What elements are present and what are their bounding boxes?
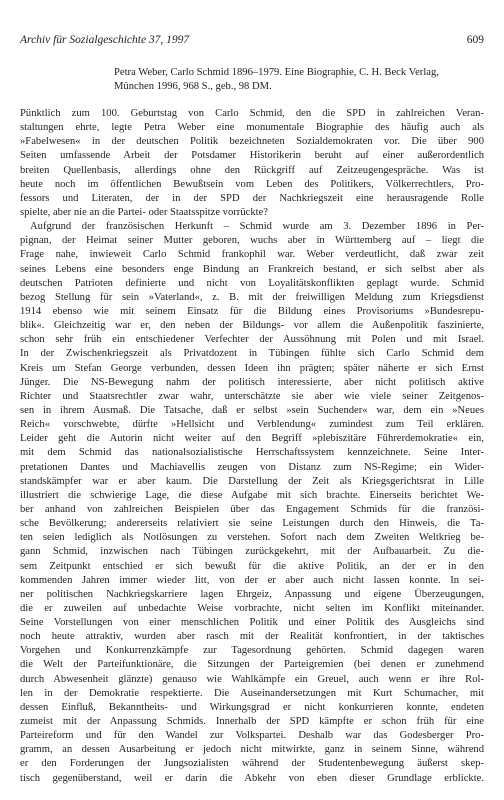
- body-line: noch heute attraktiv, wurden aber rasch mit der Realität konfrontiert, in der taktisches: [20, 631, 484, 643]
- body-line: er den Forderungen der Jungsozialisten während der Studentenbewegung äußerst skep-: [20, 758, 484, 770]
- body-line: schon sehr früh ein entschiedener Verfechter der Aussöhnung mit Polen und mit Israel.: [20, 334, 484, 346]
- body-line: spielte, aber nie an die Partei- oder Staatsspitze vorrückte?: [20, 206, 268, 218]
- body-line: kommenden Jahren immer wieder litt, von der er aber auch nicht lassen konnte. In sei-: [20, 574, 484, 586]
- body-line: blik«. Gleichzeitig war er, den neben der Bildungs- vor allem die Außenpolitik faszinierte,: [20, 320, 484, 332]
- body-line: Seine Vorstellungen von einer menschlichen Politik und einer Politik des Ausgleichs sind: [20, 617, 484, 629]
- body-line: deutschen Patrioten definierte und nicht von Loyalitätskonflikten geplagt wurde. Schmid: [20, 277, 484, 289]
- body-line: tisch gegenüberstand, weil er darin die Abkehr von eben dieser Grundlage erblickte.: [20, 772, 484, 784]
- body-line: Seiten umfassende Arbeit der Potsdamer Historikerin beruht auf einer außerordentlich: [20, 150, 484, 162]
- body-line: Aufgrund der französischen Herkunft – Schmid wurde am 3. Dezember 1896 in Per-: [30, 221, 484, 233]
- citation-line: München 1996, 968 S., geb., 98 DM.: [114, 81, 272, 93]
- body-line: zumeist mit der Anpassung Schmids. Innerhalb der SPD kämpfte er schon früh für eine: [20, 716, 484, 728]
- body-line: Frage nahe, inwieweit Carlo Schmid frankophil war. Weber verdeutlicht, daß zwar zeit: [20, 249, 484, 261]
- body-line: In der Zwischenkriegszeit als Privatdozent in Tübingen fühlte sich Carlo Schmid dem: [20, 348, 484, 360]
- body-line: ten seien lediglich als Notlösungen zu verstehen. Sofort nach dem Zweiten Weltkrieg be-: [20, 532, 484, 544]
- body-line: »Fabelwesen« in der deutschen Politik bezeichneten Sozialdemokraten vor. Die über 900: [20, 136, 484, 148]
- body-line: dessen Einfluß, Bekanntheits- und Wirkungsgrad er nicht konkurrieren konnte, endeten: [20, 701, 484, 713]
- body-line: Kreis um Stefan George verbunden, dessen Ideen ihn prägten; später näherte er sich Ernst: [20, 362, 484, 374]
- body-line: heute noch im öffentlichen Bewußtsein vom Leben des Politikers, Völkerrechtlers, Pro-: [20, 178, 484, 190]
- body-line: pignan, der Heimat seiner Mutter geboren, wuchs aber in Württemberg auf – liegt die: [20, 235, 484, 247]
- body-line: mit dem Schmid das nationalsozialistische Herrschaftssystem kennzeichnete. Seine Inter-: [20, 447, 484, 459]
- body-line: die er zuweilen auf unbedachte Weise vorbrachte, nicht selten im Konflikt miteinander.: [20, 602, 484, 614]
- body-line: gann Schmid, inzwischen nach Tübingen zurückgekehrt, mit der Aufbauarbeit. Zu die-: [20, 546, 484, 558]
- body-line: sem Zeitpunkt entschied er sich bewußt für die aktive Politik, an der er in den: [20, 560, 484, 572]
- body-line: Jünger. Die NS-Bewegung nahm der politisch interessierte, aber nicht politisch aktive: [20, 376, 484, 388]
- review-body: [20, 107, 484, 800]
- body-line: gramm, an dessen Ausarbeitung er jedoch nicht mitwirkte, ganz in seinem Sinne, während: [20, 744, 484, 756]
- body-line: illustriert die schwierige Lage, die diese Aufgabe mit sich brachte. Einerseits berichtet We-: [20, 489, 484, 501]
- journal-title: Archiv für Sozialgeschichte 37, 1997: [20, 34, 190, 46]
- body-line: ber anhand von zahlreichen Beispielen über das Engagement Schmids für die französi-: [20, 503, 484, 515]
- body-line: Reich« vorschwebte, dürfte »Hellsicht und Verblendung« zumindest zum Teil erklären.: [20, 419, 484, 431]
- body-line: sche Bevölkerung; andererseits relativiert sie seine Leistungen durch den Hinweis, die Ta-: [20, 518, 484, 530]
- body-line: standskämpfer war er aber kaum. Die Darstellung der Zeit als Kriegsgerichtsrat in Lille: [20, 475, 484, 487]
- running-header: [20, 34, 484, 50]
- body-line: pretationen Dantes und Machiavellis zeugen von Distanz zum NS-Regime; ein Wider-: [20, 461, 484, 473]
- body-line: Leider geht die Autorin nicht weiter auf den Begriff »plebiszitäre Führerdemokratie« ein,: [20, 433, 484, 445]
- body-line: 1914 ebenso wie mit seinem Einsatz für die Bildung eines Provisoriums »Bundesrepu-: [20, 305, 484, 317]
- body-line: Richter und Staatsrechtler zwar wahr, unterschätzte sie aber wie viele seiner Zeitgenos-: [20, 390, 484, 402]
- body-line: die Welt der Parteifunktionäre, die Sitzungen der Parteigremien (bei denen er zunehmend: [20, 659, 484, 671]
- body-line: staltungen ehrte, legte Petra Weber eine monumentale Biographie des häufig auch als: [20, 122, 484, 134]
- book-citation: [114, 66, 484, 95]
- body-line: Vorgehen und Konkurrenzkämpfe zur Tagesordnung gehörten. Schmid dagegen waren: [20, 645, 484, 657]
- body-line: durch Abwesenheit glänzte) genauso wie Wahlkämpfe ein Greuel, auch wenn er ihre Rol-: [20, 673, 484, 685]
- page-number: 609: [466, 34, 484, 46]
- body-line: sen in ihrem Ausmaß. Die Tatsache, daß er selbst »sein Suchender« war, dem ein »Neues: [20, 404, 484, 416]
- citation-line: Petra Weber, Carlo Schmid 1896–1979. Eine Biographie, C. H. Beck Verlag,: [114, 67, 439, 78]
- body-line: seines Lebens eine besonders enge Bindung an Frankreich bestand, er sich selbst aber als: [20, 263, 484, 275]
- body-line: bezog Stellung für sein »Vaterland«, z. B. mit der freiwilligen Meldung zum Kriegsdienst: [20, 291, 484, 303]
- body-line: [20, 786, 484, 800]
- body-line: ner politischen Nachkriegskarriere lagen Ehrgeiz, Anpassung und eigene Überzeugungen,: [20, 588, 484, 600]
- body-line: Parteireform und für den Wandel zur Volkspartei. Deshalb war das Godesberger Pro-: [20, 730, 484, 742]
- body-line: breiten Quellenbasis, allerdings ohne den Rückgriff auf Zeitzeugengespräche. Was ist: [20, 164, 484, 176]
- body-line: len in der Demokratie respektierte. Die Auseinandersetzungen mit Kurt Schumacher, mit: [20, 687, 484, 699]
- body-line: Pünktlich zum 100. Geburtstag von Carlo Schmid, den die SPD in zahlreichen Veran-: [20, 108, 484, 119]
- body-line: fessors und Literaten, der in der SPD der Nachkriegszeit eine herausragende Rolle: [20, 192, 484, 204]
